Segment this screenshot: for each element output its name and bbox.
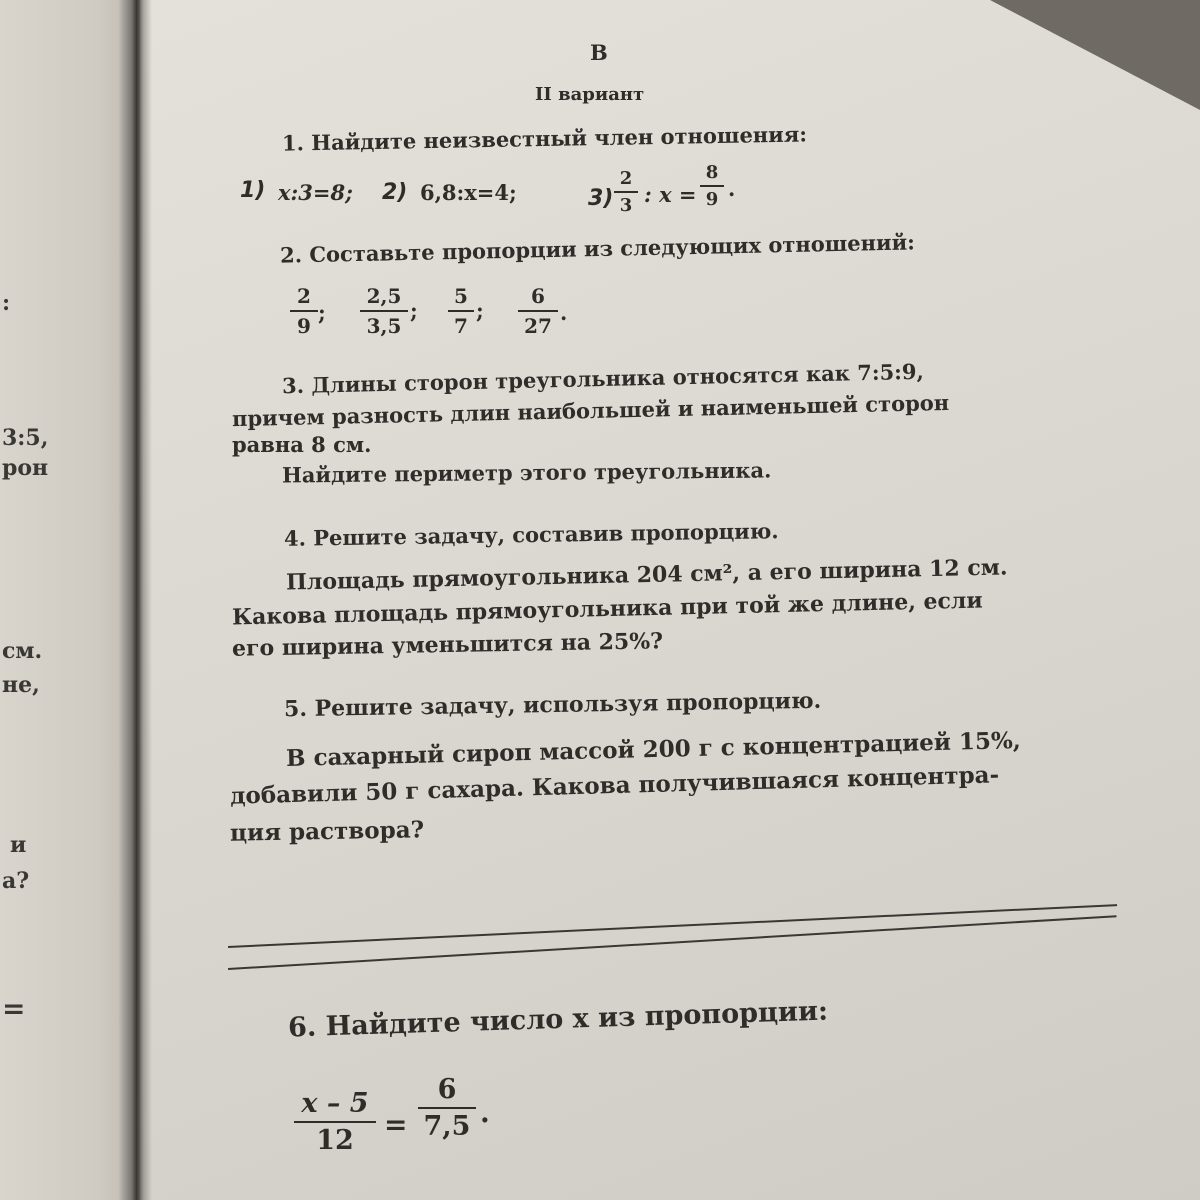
punctuation: ; — [410, 298, 418, 323]
task3-line-2: причем разность длин наибольшей и наименьшей сторон — [231, 389, 950, 432]
task5-title: 5. Решите задачу, используя пропорцию. — [283, 687, 822, 723]
equals-sign: = — [384, 1108, 408, 1141]
punctuation: ; — [476, 298, 484, 323]
left-fragment: не, — [2, 672, 40, 698]
book-spine-shadow — [118, 0, 152, 1200]
task1-title: 1. Найдите неизвестный член отношения: — [281, 121, 808, 156]
left-fragment: = — [2, 992, 26, 1025]
task1-item-3: : x = — [644, 182, 697, 207]
task4-line-2: Какова площадь прямоугольника при той же длине, если — [231, 587, 984, 631]
section-letter: В — [590, 40, 608, 65]
variant-title: II вариант — [535, 84, 645, 105]
task4-title: 4. Решите задачу, составив пропорцию. — [283, 518, 779, 551]
punctuation: ; — [318, 300, 326, 325]
left-fragment: рон — [2, 455, 49, 481]
task1-item-2: 6,8:x=4; — [420, 180, 517, 205]
task5-line-2: добавили 50 г сахара. Какова получившаяся концентра- — [229, 761, 1000, 810]
task6-title: 6. Найдите число x из пропорции: — [287, 995, 829, 1044]
handwritten-mark: 2) — [382, 180, 408, 205]
handwritten-mark: 3) — [588, 186, 614, 211]
task2-fraction-3: 5 7 — [448, 284, 474, 338]
left-fragment: 3:5, — [2, 425, 49, 451]
left-fragment: а? — [2, 868, 30, 894]
task1-fraction-b: 8 9 — [700, 162, 724, 210]
task6-fraction-right: 6 7,5 — [418, 1074, 476, 1142]
punctuation: . — [728, 176, 736, 201]
task4-line-1: Площадь прямоугольника 204 см², а его ширина 12 см. — [285, 554, 1008, 596]
task3-line-1: 3. Длины сторон треугольника относятся как 7:5:9, — [281, 358, 925, 399]
task2-title: 2. Составьте пропорции из следующих отношений: — [279, 229, 916, 268]
task2-fraction-2: 2,5 3,5 — [360, 284, 408, 338]
task1-fraction-a: 2 3 — [614, 168, 638, 216]
punctuation: . — [480, 1096, 490, 1129]
task1-item-1: x:3=8; — [278, 180, 353, 205]
left-fragment: см. — [2, 638, 43, 664]
task6-fraction-left: x – 5 12 — [294, 1088, 376, 1156]
task2-fraction-4: 6 27 — [518, 284, 558, 338]
handwritten-mark: 1) — [240, 178, 266, 203]
task3-line-4: Найдите периметр этого треугольника. — [281, 457, 772, 488]
task2-fraction-1: 2 9 — [290, 284, 318, 338]
task5-line-3: ция раствора? — [229, 816, 425, 847]
task3-line-3: равна 8 см. — [232, 432, 372, 457]
punctuation: . — [560, 300, 568, 325]
left-fragment: и — [10, 832, 27, 858]
task5-line-1: В сахарный сироп массой 200 г с концентрацией 15%, — [285, 727, 1022, 772]
task4-line-3: его ширина уменьшится на 25%? — [231, 628, 664, 662]
left-fragment: : — [2, 290, 11, 316]
